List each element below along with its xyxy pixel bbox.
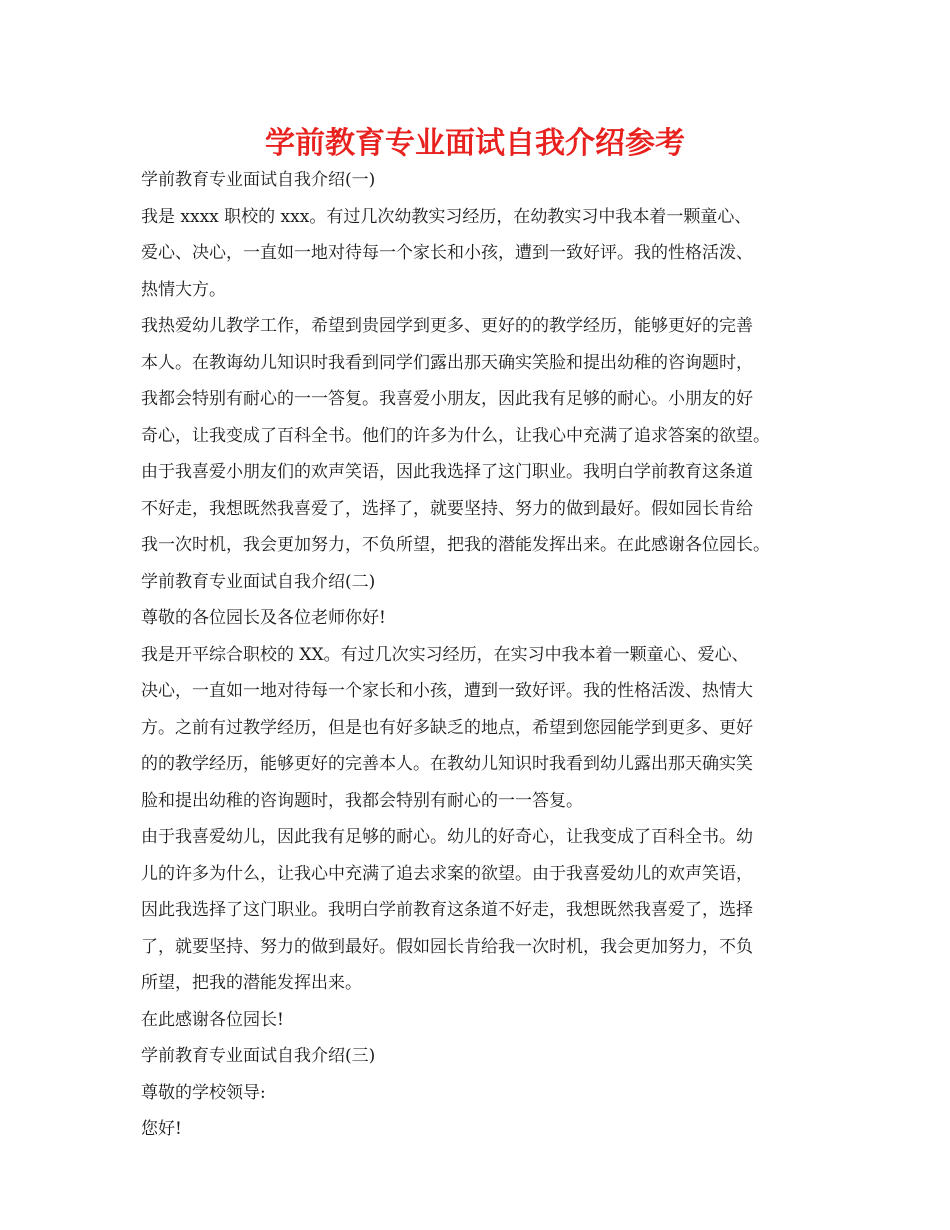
paragraph-line: 方。之前有过教学经历，但是也有好多缺乏的地点，希望到您园能学到更多、更好 bbox=[141, 717, 753, 738]
paragraph-line: 热情大方。 bbox=[141, 279, 226, 300]
paragraph-line: 不好走，我想既然我喜爱了，选择了，就要坚持、努力的做到最好。假如园长肯给 bbox=[141, 498, 753, 519]
paragraph-line: 本人。在教诲幼儿知识时我看到同学们露出那天确实笑脸和提出幼稚的咨询题时， bbox=[141, 352, 753, 373]
paragraph-line: 尊敬的学校领导: bbox=[141, 1082, 266, 1103]
paragraph-line: 我一次时机，我会更加努力，不负所望，把我的潜能发挥出来。在此感谢各位园长。 bbox=[141, 535, 770, 555]
paragraph-line: 儿的许多为什么，让我心中充满了追去求案的欲望。由于我喜爱幼儿的欢声笑语， bbox=[141, 863, 753, 884]
paragraph-line: 的的教学经历，能够更好的完善本人。在教幼儿知识时我看到幼儿露出那天确实笑 bbox=[141, 754, 753, 774]
paragraph-line: 因此我选择了这门职业。我明白学前教育这条道不好走，我想既然我喜爱了，选择 bbox=[141, 900, 753, 920]
paragraph-line: 我都会特别有耐心的一一答复。我喜爱小朋友，因此我有足够的耐心。小朋友的好 bbox=[141, 389, 753, 409]
section-heading-1: 学前教育专业面试自我介绍(一) bbox=[141, 170, 376, 190]
document-body bbox=[141, 162, 826, 1148]
paragraph-line: 由于我喜爱幼儿，因此我有足够的耐心。幼儿的好奇心，让我变成了百科全书。幼 bbox=[141, 827, 753, 847]
paragraph-line: 在此感谢各位园长! bbox=[141, 1009, 284, 1030]
paragraph-line: 我是 xxxx 职校的 xxx。有过几次幼教实习经历，在幼教实习中我本着一颗童心、 bbox=[141, 206, 752, 227]
paragraph-line: 所望，把我的潜能发挥出来。 bbox=[141, 973, 362, 993]
paragraph-line: 您好! bbox=[141, 1119, 182, 1139]
paragraph-line: 脸和提出幼稚的咨询题时，我都会特别有耐心的一一答复。 bbox=[141, 790, 583, 811]
paragraph-line: 奇心，让我变成了百科全书。他们的许多为什么，让我心中充满了追求答案的欲望。 bbox=[141, 425, 770, 446]
section-heading-3: 学前教育专业面试自我介绍(三) bbox=[141, 1046, 376, 1066]
paragraph-line: 决心，一直如一地对待每一个家长和小孩，遭到一致好评。我的性格活泼、热情大 bbox=[141, 681, 753, 701]
paragraph-line: 爱心、决心，一直如一地对待每一个家长和小孩，遭到一致好评。我的性格活泼、 bbox=[141, 243, 753, 263]
paragraph-line: 尊敬的各位园长及各位老师你好! bbox=[141, 608, 386, 628]
document-title: 学前教育专业面试自我介绍参考 bbox=[265, 126, 685, 161]
paragraph-line: 我是开平综合职校的 XX。有过几次实习经历，在实习中我本着一颗童心、爱心、 bbox=[141, 644, 749, 665]
paragraph-line: 由于我喜爱小朋友们的欢声笑语，因此我选择了这门职业。我明白学前教育这条道 bbox=[141, 462, 753, 482]
section-heading-2: 学前教育专业面试自我介绍(二) bbox=[141, 571, 376, 592]
paragraph-line: 了，就要坚持、努力的做到最好。假如园长肯给我一次时机，我会更加努力，不负 bbox=[141, 936, 753, 957]
paragraph-line: 我热爱幼儿教学工作，希望到贵园学到更多、更好的的教学经历，能够更好的完善 bbox=[141, 316, 753, 336]
